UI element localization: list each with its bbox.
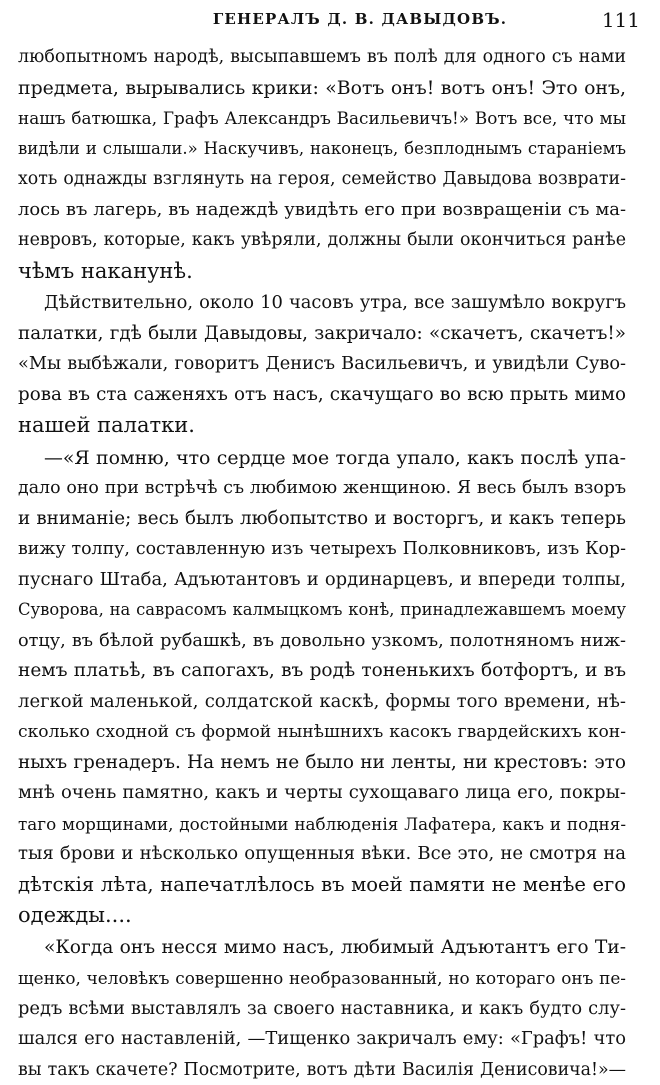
text-line: «Мы выбѣжали, говоритъ Денисъ Васильевичъ, и увидѣли Суво-	[18, 349, 626, 380]
text-line: легкой маленькой, солдатской каскѣ, формы того времени, нѣ-	[18, 687, 626, 718]
text-line: невровъ, которые, какъ увѣряли, должны были окончиться ранѣе	[18, 225, 626, 256]
text-line: «Когда онъ несся мимо насъ, любимый Адъютантъ его Ти-	[18, 933, 626, 964]
text-line: —«Я помню, что сердце мое тогда упало, какъ послѣ упа-	[18, 443, 626, 474]
text-line: вы такъ скачете? Посмотрите, вотъ дѣти Василія Денисовича!»—	[18, 1055, 626, 1085]
text-line: чѣмъ наканунѣ.	[18, 256, 626, 287]
running-title: ГЕНЕРАЛЪ Д. В. ДАВЫДОВЪ.	[14, 10, 646, 28]
text-line: редъ всѣми выставлялъ за своего наставника, и какъ будто слу-	[18, 994, 626, 1025]
paragraph	[18, 288, 626, 441]
text-line: видѣли и слышали.» Наскучивъ, наконецъ, безплоднымъ стараніемъ	[18, 134, 626, 165]
page-number: 111	[602, 8, 640, 32]
text-line: пуснаго Штаба, Адъютантовъ и ординарцевъ, и впереди толпы,	[18, 565, 626, 596]
text-line: вижу толпу, составленную изъ четырехъ Полковниковъ, изъ Кор-	[18, 534, 626, 565]
text-line: дало оно при встрѣчѣ съ любимою женщиною. Я весь былъ взоръ	[18, 473, 626, 504]
paragraph	[18, 443, 626, 931]
text-line: Суворова, на саврасомъ калмыцкомъ конѣ, принадлежавшемъ моему	[18, 595, 626, 626]
text-line: Дѣйствительно, около 10 часовъ утра, все зашумѣло вокругъ	[18, 288, 626, 319]
text-line: таго морщинами, достойными наблюденія Лафатера, какъ и подня-	[18, 809, 626, 840]
text-line: палатки, гдѣ были Давыдовы, закричало: «скачетъ, скачетъ!»	[18, 319, 626, 350]
text-line: дѣтскія лѣта, напечатлѣлось въ моей памяти не менѣе его	[18, 870, 626, 901]
text-line: предмета, вырывались крики: «Вотъ онъ! вотъ онъ! Это онъ,	[18, 73, 626, 104]
text-line: щенко, человѣкъ совершенно необразованный, но котораго онъ пе-	[18, 963, 626, 994]
text-line: отцу, въ бѣлой рубашкѣ, въ довольно узкомъ, полотняномъ ниж-	[18, 626, 626, 657]
text-line: одежды....	[18, 900, 626, 931]
text-line: нашъ батюшка, Графъ Александръ Васильевичъ!» Вотъ все, что мы	[18, 103, 626, 134]
text-line: сколько сходной съ формой нынѣшнихъ касокъ гвардейскихъ кон-	[18, 717, 626, 748]
paragraph	[18, 42, 626, 286]
text-line: любопытномъ народѣ, высыпавшемъ въ полѣ для одного съ нами	[18, 42, 626, 73]
text-line: хоть однажды взглянуть на героя, семейство Давыдова возврати-	[18, 164, 626, 195]
text-line: немъ платьѣ, въ сапогахъ, въ родѣ тоненькихъ ботфортъ, и въ	[18, 656, 626, 687]
paragraph	[18, 933, 626, 1085]
text-line: лось въ лагерь, въ надеждѣ увидѣть его при возвращеніи съ ма-	[18, 195, 626, 226]
running-head	[14, 8, 646, 36]
text-line: нашей палатки.	[18, 410, 626, 441]
text-line: шался его наставленій, —Тищенко закричалъ ему: «Графъ! что	[18, 1024, 626, 1055]
body-text	[18, 42, 626, 1085]
text-line: рова въ ста саженяхъ отъ насъ, скачущаго во всю прыть мимо	[18, 380, 626, 411]
text-line: мнѣ очень памятно, какъ и черты сухощаваго лица его, покры-	[18, 778, 626, 809]
text-line: тыя брови и нѣсколько опущенныя вѣки. Все это, не смотря на	[18, 839, 626, 870]
text-line: ныхъ гренадеръ. На немъ не было ни ленты, ни крестовъ: это	[18, 748, 626, 779]
text-line: и вниманіе; весь былъ любопытство и восторгъ, и какъ теперь	[18, 504, 626, 535]
